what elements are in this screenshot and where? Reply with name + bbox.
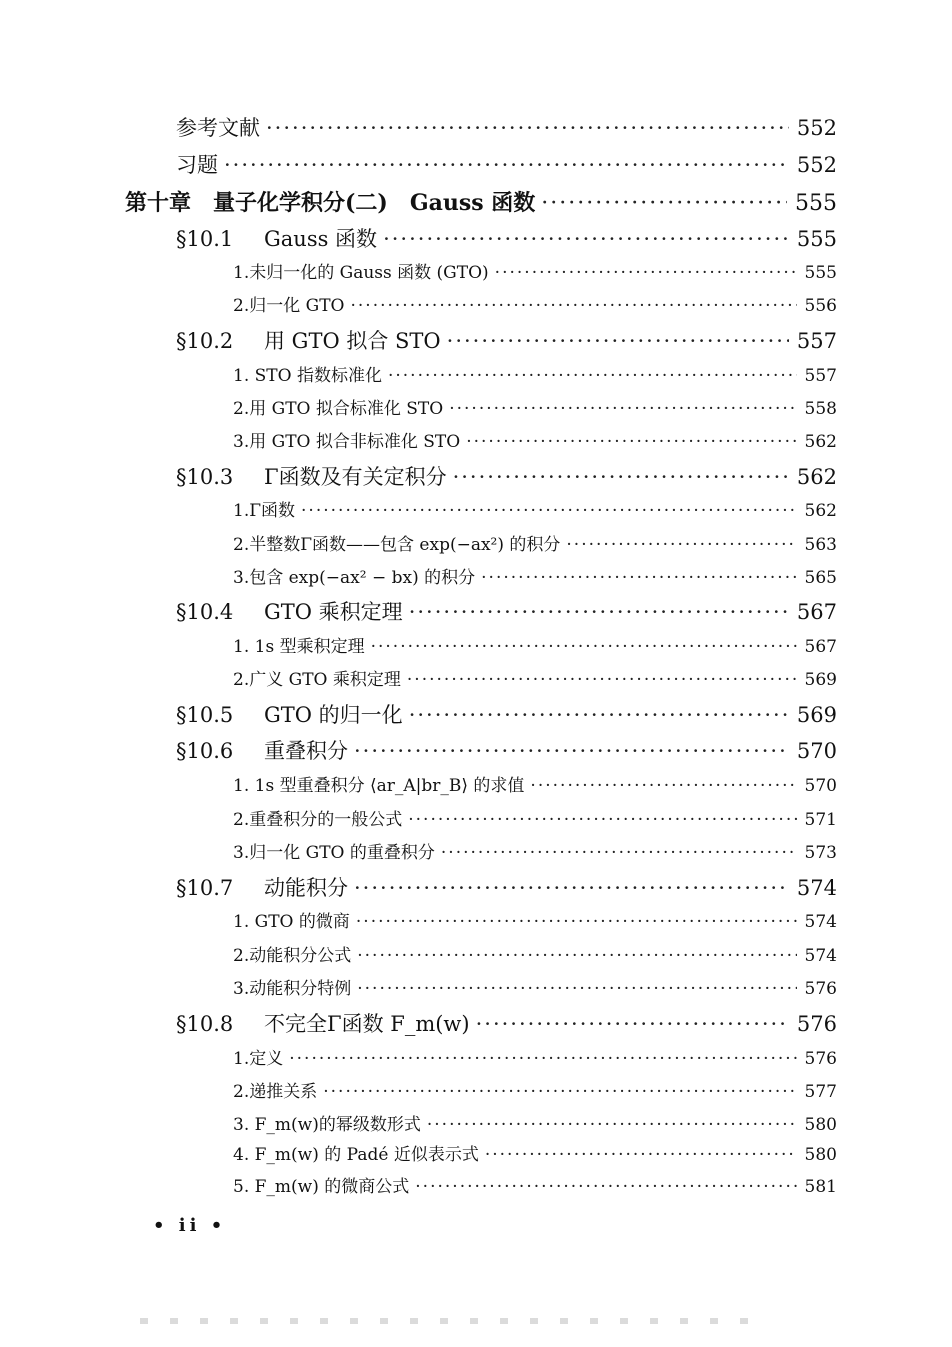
- toc-entry-label: [233, 665, 401, 690]
- dot-leader: [453, 465, 789, 489]
- dot-leader: [409, 600, 789, 624]
- toc-entry-page: 565: [804, 568, 837, 588]
- toc-entry[interactable]: [233, 361, 837, 386]
- toc-entry[interactable]: [176, 149, 837, 179]
- toc-entry-title: 3.归一化 GTO 的重叠积分: [233, 843, 435, 863]
- toc-entry-label: [233, 496, 295, 521]
- section-number: §10.4: [176, 600, 234, 624]
- toc-entry-page: 573: [804, 843, 837, 863]
- toc-entry-title: 1. GTO 的微商: [233, 912, 350, 932]
- toc-entry-page: 570: [804, 776, 837, 796]
- toc-entry-title: 1.未归一化的 Gauss 函数 (GTO): [233, 263, 489, 283]
- dot-leader: [301, 501, 797, 521]
- dot-leader: [354, 876, 789, 900]
- toc-entry-title: 1. 1s 型乘积定理: [233, 637, 365, 657]
- toc-entry[interactable]: [233, 530, 837, 555]
- dot-leader: [449, 399, 796, 419]
- section-number: §10.6: [176, 739, 234, 763]
- toc-entry[interactable]: [233, 1110, 837, 1135]
- toc-entry[interactable]: [176, 461, 837, 491]
- toc-entry[interactable]: [176, 735, 837, 765]
- toc-entry-title: 2.重叠积分的一般公式: [233, 810, 403, 830]
- toc-entry-title: 1.定义: [233, 1049, 284, 1069]
- toc-entry-label: [176, 461, 447, 491]
- toc-entry-title: 2.动能积分公式: [233, 946, 352, 966]
- dot-leader: [481, 568, 796, 588]
- toc-entry[interactable]: [233, 1044, 837, 1069]
- section-number: §10.2: [176, 329, 234, 353]
- toc-entry-page: 556: [804, 296, 837, 316]
- toc-entry-title: 2.归一化 GTO: [233, 296, 345, 316]
- toc-entry-page: 555: [795, 191, 837, 216]
- toc-entry-page: 574: [804, 912, 837, 932]
- toc-entry-page: 574: [796, 876, 837, 900]
- dot-leader: [485, 1145, 797, 1165]
- toc-entry-page: 557: [796, 329, 837, 353]
- toc-entry[interactable]: [233, 563, 837, 588]
- dot-leader: [447, 329, 789, 353]
- toc-entry-page: 576: [804, 979, 837, 999]
- toc-entry-title: 1. STO 指数标准化: [233, 366, 382, 386]
- toc-entry-title: 1. 1s 型重叠积分 ⟨ar_A|br_B⟩ 的求值: [233, 776, 525, 796]
- toc-entry-page: 571: [804, 810, 837, 830]
- toc-entry-label: [176, 872, 348, 902]
- toc-entry[interactable]: [125, 186, 837, 217]
- toc-entry-title: GTO 的归一化: [264, 703, 403, 727]
- toc-entry[interactable]: [233, 771, 837, 796]
- dot-leader: [356, 912, 797, 932]
- toc-entry-title: 2.半整数Γ函数——包含 exp(−ax²) 的积分: [233, 535, 561, 555]
- toc-entry-page: 552: [796, 116, 837, 140]
- dot-leader: [323, 1082, 796, 1102]
- toc-entry-label: [233, 394, 443, 419]
- toc-entry-page: 555: [796, 227, 837, 251]
- toc-entry[interactable]: [176, 223, 837, 253]
- page-number: • ii •: [153, 1215, 227, 1236]
- toc-entry-page: 580: [804, 1115, 837, 1135]
- toc-entry[interactable]: [233, 258, 837, 283]
- toc-entry-label: [176, 596, 403, 626]
- dot-leader: [371, 637, 797, 657]
- toc-entry-title: 4. F_m(w) 的 Padé 近似表示式: [233, 1145, 479, 1165]
- toc-entry[interactable]: [176, 699, 837, 729]
- toc-entry[interactable]: [233, 838, 837, 863]
- toc-entry-title: 1.Γ函数: [233, 501, 296, 521]
- toc-entry-label: [176, 325, 441, 355]
- toc-entry-label: [233, 291, 344, 316]
- section-number: §10.1: [176, 227, 234, 251]
- toc-entry-title: 3.用 GTO 拟合非标准化 STO: [233, 432, 461, 452]
- toc-entry[interactable]: [233, 805, 837, 830]
- toc-entry-page: 557: [804, 366, 837, 386]
- toc-entry-title: 动能积分: [264, 876, 348, 900]
- toc-entry-label: [233, 805, 402, 830]
- toc-entry-title: Γ函数及有关定积分: [264, 465, 447, 489]
- toc-entry-label: [233, 563, 475, 588]
- toc-entry-title: 参考文献: [176, 116, 260, 140]
- toc-entry-label: [233, 1077, 317, 1102]
- toc-entry-title: 3. F_m(w)的幂级数形式: [233, 1115, 421, 1135]
- toc-entry-page: 555: [804, 263, 837, 283]
- toc-entry-title: 3.包含 exp(−ax² − bx) 的积分: [233, 568, 476, 588]
- dot-leader: [415, 1177, 796, 1197]
- dot-leader: [408, 810, 796, 830]
- toc-entry[interactable]: [176, 112, 837, 142]
- toc-entry-label: [233, 361, 382, 386]
- toc-entry-page: 574: [804, 946, 837, 966]
- toc-entry-title: 2.用 GTO 拟合标准化 STO: [233, 399, 444, 419]
- dot-leader: [427, 1115, 797, 1135]
- dot-leader: [354, 739, 789, 763]
- scan-artifact: [140, 1318, 760, 1324]
- toc-entry-label: [233, 974, 351, 999]
- toc-entry-title: 习题: [176, 153, 218, 177]
- toc-entry[interactable]: [233, 1077, 837, 1102]
- toc-entry-label: [176, 699, 403, 729]
- toc-entry-title: 不完全Γ函数 F_m(w): [264, 1012, 470, 1036]
- dot-leader: [495, 263, 797, 283]
- toc-entry-label: [233, 427, 460, 452]
- toc-entry-label: [233, 1044, 283, 1069]
- toc-entry[interactable]: [233, 907, 837, 932]
- dot-leader: [388, 366, 797, 386]
- toc-entry-page: 552: [796, 153, 837, 177]
- dot-leader: [441, 843, 797, 863]
- toc-entry-title: 用 GTO 拟合 STO: [264, 329, 441, 353]
- toc-entry-label: [233, 941, 351, 966]
- toc-entry[interactable]: [176, 872, 837, 902]
- dot-leader: [357, 979, 796, 999]
- toc-entry-label: [125, 186, 535, 217]
- toc-entry-page: 569: [804, 670, 837, 690]
- toc-entry[interactable]: [233, 632, 837, 657]
- toc-entry-page: 576: [804, 1049, 837, 1069]
- toc-entry-page: 558: [804, 399, 837, 419]
- toc-entry-page: 562: [804, 501, 837, 521]
- toc-entry[interactable]: [233, 291, 837, 316]
- dot-leader: [530, 776, 796, 796]
- toc-entry-label: [176, 112, 260, 142]
- toc-entry[interactable]: [176, 1008, 837, 1038]
- toc-entry-label: [176, 1008, 470, 1038]
- dot-leader: [224, 153, 789, 177]
- toc-entry[interactable]: [233, 496, 837, 521]
- toc-entry-title: Gauss 函数: [264, 227, 378, 251]
- toc-entry[interactable]: [233, 427, 837, 452]
- toc-entry-title: GTO 乘积定理: [264, 600, 403, 624]
- toc-entry-page: 570: [796, 739, 837, 763]
- toc-entry-label: [233, 1110, 421, 1135]
- toc-entry-page: 577: [804, 1082, 837, 1102]
- toc-entry-label: [233, 632, 365, 657]
- dot-leader: [466, 432, 796, 452]
- dot-leader: [476, 1012, 789, 1036]
- toc-entry-label: [233, 838, 435, 863]
- toc-entry-label: [233, 1172, 409, 1197]
- toc-entry-title: 第十章 量子化学积分(二) Gauss 函数: [125, 190, 536, 216]
- toc-entry-title: 3.动能积分特例: [233, 979, 352, 999]
- dot-leader: [566, 535, 796, 555]
- section-number: §10.7: [176, 876, 234, 900]
- toc-entry-title: 重叠积分: [264, 739, 348, 763]
- toc-entry[interactable]: [233, 974, 837, 999]
- toc-entry[interactable]: [176, 596, 837, 626]
- toc-entry-page: 576: [796, 1012, 837, 1036]
- toc-entry-page: 567: [804, 637, 837, 657]
- toc-entry-page: 581: [804, 1177, 837, 1197]
- toc-entry-label: [233, 907, 350, 932]
- dot-leader: [383, 227, 789, 251]
- toc-entry[interactable]: [233, 1172, 837, 1197]
- toc-entry[interactable]: [176, 325, 837, 355]
- toc-entry-label: [176, 149, 218, 179]
- dot-leader: [357, 946, 796, 966]
- toc-entry-title: 5. F_m(w) 的微商公式: [233, 1177, 410, 1197]
- toc-entry-title: 2.递推关系: [233, 1082, 318, 1102]
- dot-leader: [289, 1049, 796, 1069]
- toc-entry[interactable]: [233, 665, 837, 690]
- toc-entry-page: 569: [796, 703, 837, 727]
- dot-leader: [541, 191, 787, 216]
- toc-entry-title: 2.广义 GTO 乘积定理: [233, 670, 401, 690]
- section-number: §10.8: [176, 1012, 234, 1036]
- toc-entry-page: 580: [804, 1145, 837, 1165]
- toc-entry[interactable]: [233, 941, 837, 966]
- toc-entry-label: [233, 530, 560, 555]
- toc-entry-page: 562: [796, 465, 837, 489]
- dot-leader: [350, 296, 796, 316]
- toc-entry-label: [176, 735, 348, 765]
- dot-leader: [407, 670, 797, 690]
- toc-entry-label: [233, 258, 489, 283]
- toc-entry-page: 567: [796, 600, 837, 624]
- toc-entry-page: 563: [804, 535, 837, 555]
- toc-entry-label: [233, 771, 524, 796]
- toc-entry[interactable]: [233, 1140, 837, 1165]
- dot-leader: [266, 116, 789, 140]
- toc-entry[interactable]: [233, 394, 837, 419]
- section-number: §10.3: [176, 465, 234, 489]
- dot-leader: [409, 703, 789, 727]
- toc-entry-label: [176, 223, 377, 253]
- section-number: §10.5: [176, 703, 234, 727]
- toc-entry-label: [233, 1140, 479, 1165]
- toc-entry-page: 562: [804, 432, 837, 452]
